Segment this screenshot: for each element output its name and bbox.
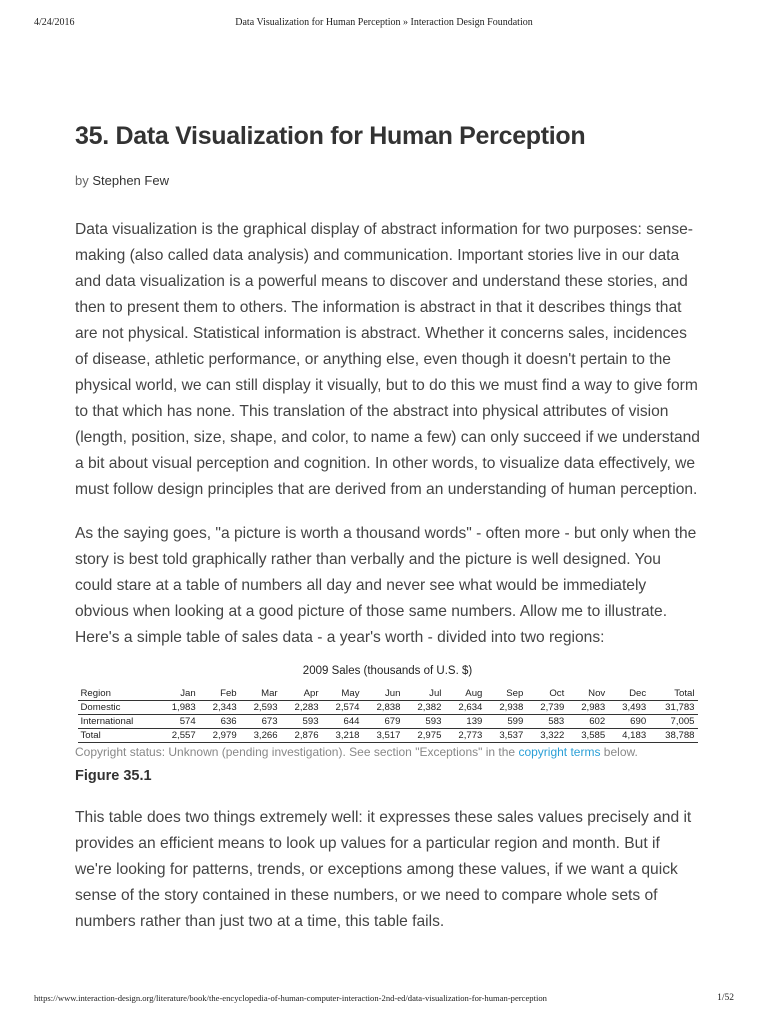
table-cell: 31,783 [649,701,697,715]
paragraph-intro: Data visualization is the graphical display of abstract information for two purposes: sense-making (also called data analysis) and communication. Important stories live in our data and data visualization is a powerful means to discover and understand these stories, and then to present them to others. The information is abstract in that it describes things that are not physical. Statistical information is abstract. Whether it concerns sales, incidences of disease, athletic performance, or anything else, even though it doesn't pertain to the physical world, we can still display it visually, but to do this we must find a way to give form to that which has none. This translation of the abstract into physical attributes of vision (length, position, size, shape, and color, to name a few) can only succeed if we understand a bit about visual perception and cognition. In other words, to visualize data effectively, we must follow design principles that are derived from an understanding of human perception. [75,221,700,498]
table-cell: 593 [281,715,322,729]
table-cell: 644 [322,715,363,729]
table-cell: 2,382 [403,701,444,715]
table-cell: 7,005 [649,715,697,729]
table-cell: 3,218 [322,729,363,743]
print-header [34,17,734,31]
print-url: https://www.interaction-design.org/literature/book/the-encyclopedia-of-human-computer-interaction-2nd-ed/data-visualization-for-human-perception [34,993,547,1003]
author-link[interactable]: Stephen Few [92,173,169,188]
column-header: Feb [199,687,240,701]
table-cell: 690 [608,715,649,729]
table-cell: 2,975 [403,729,444,743]
table-cell: 599 [485,715,526,729]
table-cell: 2,557 [158,729,199,743]
table-cell: 2,938 [485,701,526,715]
table-cell: 3,322 [526,729,567,743]
print-footer [34,993,734,1007]
table-cell: 2,574 [322,701,363,715]
copyright-text-end: below. [600,745,638,759]
table-row [78,729,698,743]
table-title: 2009 Sales (thousands of U.S. $) [302,665,473,677]
table-cell: 583 [526,715,567,729]
copyright-notice [75,745,700,760]
table-row [78,715,698,729]
table-header-row [78,687,698,701]
column-header: Apr [281,687,322,701]
column-header: Mar [240,687,281,701]
byline [75,173,700,189]
print-page-number: 1/52 [717,993,734,1003]
table-cell: 2,773 [444,729,485,743]
column-header: Region [78,687,158,701]
row-label: International [78,715,158,729]
table-cell: 673 [240,715,281,729]
table-cell: 4,183 [608,729,649,743]
table-cell: 636 [199,715,240,729]
row-label: Total [78,729,158,743]
table-cell: 2,983 [567,701,608,715]
table-cell: 3,537 [485,729,526,743]
column-header: Oct [526,687,567,701]
table-cell: 3,585 [567,729,608,743]
sales-table [78,687,698,743]
column-header: Jul [403,687,444,701]
table-cell: 38,788 [649,729,697,743]
table-cell: 2,343 [199,701,240,715]
paragraph-table-analysis: This table does two things extremely well: it expresses these sales values precisely and it provides an efficient means to look up values for a particular region and month. But if we're looking for patterns, trends, or exceptions among these values, if we want a quick sense of the story contained in these numbers, or we need to compare whole sets of numbers rather than just two at a time, this table fails. [75,809,692,930]
column-header: Aug [444,687,485,701]
table-cell: 3,517 [363,729,404,743]
column-header: Total [649,687,697,701]
table-cell: 574 [158,715,199,729]
table-cell: 593 [403,715,444,729]
figure-35-1 [75,665,700,786]
column-header: May [322,687,363,701]
figure-image [78,665,698,743]
table-cell: 2,634 [444,701,485,715]
copyright-terms-link[interactable]: copyright terms [518,745,601,759]
figure-caption: Figure 35.1 [75,768,152,784]
table-cell: 2,876 [281,729,322,743]
byline-prefix: by [75,173,89,188]
table-cell: 2,838 [363,701,404,715]
copyright-text: Copyright status: Unknown (pending investigation). See section "Exceptions" in the [75,745,519,759]
article-title: 35. Data Visualization for Human Perception [75,122,586,150]
table-cell: 2,739 [526,701,567,715]
table-cell: 2,593 [240,701,281,715]
print-page-title: Data Visualization for Human Perception » Interaction Design Foundation [235,17,533,28]
column-header: Dec [608,687,649,701]
table-cell: 2,979 [199,729,240,743]
column-header: Jun [363,687,404,701]
table-row [78,701,698,715]
paragraph-picture: As the saying goes, "a picture is worth a thousand words" - often more - but only when the story is best told graphically rather than verbally and the picture is well designed. You could stare at a table of numbers all day and never see what would be immediately obvious when looking at a good picture of those same numbers. Allow me to illustrate. Here's a simple table of sales data - a year's worth - divided into two regions: [75,525,697,646]
article [75,118,700,935]
print-date: 4/24/2016 [34,17,75,28]
column-header: Jan [158,687,199,701]
table-body [78,701,698,743]
table-cell: 602 [567,715,608,729]
table-cell: 3,266 [240,729,281,743]
row-label: Domestic [78,701,158,715]
table-cell: 679 [363,715,404,729]
table-cell: 2,283 [281,701,322,715]
column-header: Sep [485,687,526,701]
column-header: Nov [567,687,608,701]
table-cell: 1,983 [158,701,199,715]
table-cell: 139 [444,715,485,729]
table-cell: 3,493 [608,701,649,715]
